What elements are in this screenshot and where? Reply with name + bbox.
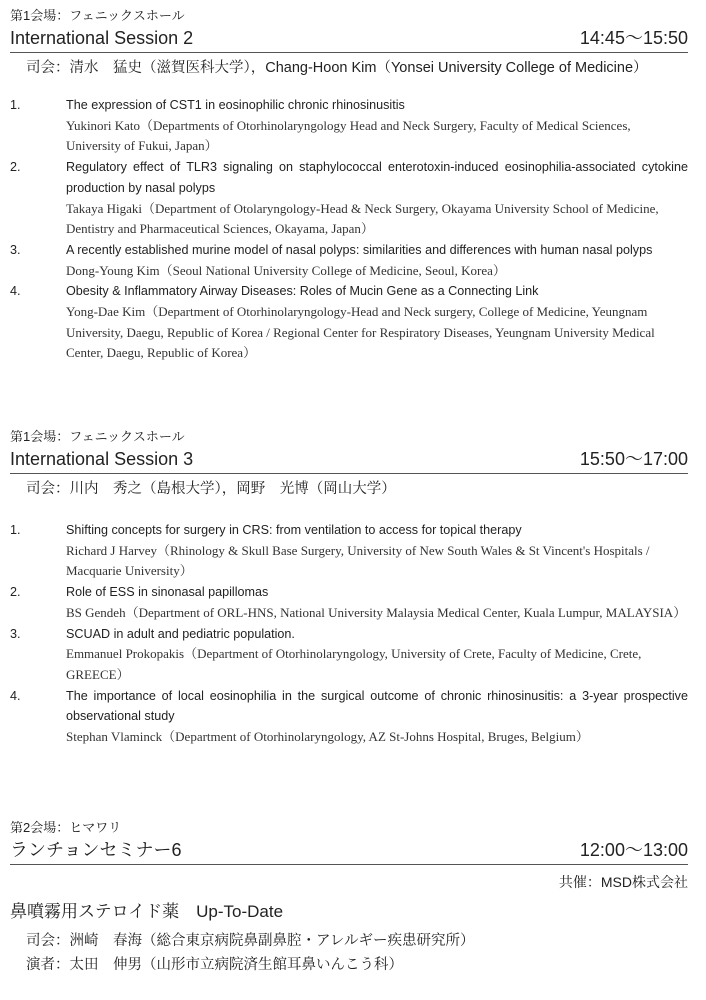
presentation-list (10, 520, 688, 748)
venue-label: 第1会場：フェニックスホール (10, 8, 185, 23)
presenter-affiliation: BS Gendeh（Department of ORL-HNS, National University Malaysia Medical Center, Kuala Lumpur, MALAYSIA） (66, 604, 687, 620)
session-header (10, 447, 688, 474)
item-number: 2. (10, 585, 21, 600)
presentation-list (10, 95, 688, 364)
session-time: 14:45〜15:50 (579, 28, 688, 48)
seminar-time: 12:00〜13:00 (579, 840, 688, 860)
presentation-item (10, 95, 688, 157)
presenter-affiliation: Yong-Dae Kim（Department of Otorhinolaryngology-Head and Neck surgery, College of Medicine, Yeungnam University, Daegu, Republic of Korea / Regional Center for Respiratory Diseases, Yeungnam University Medical Center, Daegu, Republic of Korea） (66, 304, 655, 361)
item-number: 4. (10, 284, 21, 299)
presentation-item (10, 582, 688, 623)
session-title: International Session 3 (10, 449, 194, 469)
presentation-item (10, 157, 688, 240)
item-number: 1. (10, 523, 21, 537)
seminar-chair: 司会：洲崎 春海（総合東京病院鼻副鼻腔・アレルギー疾患研究所） (26, 933, 475, 949)
session-time: 15:50〜17:00 (579, 449, 688, 469)
presenter-affiliation: Dong-Young Kim（Seoul National University College of Medicine, Seoul, Korea） (66, 262, 506, 278)
presenter-affiliation: Stephan Vlaminck（Department of Otorhinolaryngology, AZ St-Johns Hospital, Bruges, Belgium） (66, 729, 589, 745)
presentation-title: Role of ESS in sinonasal papillomas (66, 585, 269, 600)
seminar-topic: 鼻噴霧用ステロイド薬 Up-To-Date (10, 902, 284, 921)
presentation-title: A recently established murine model of nasal polyps: similarities and differences with human nasal polyps (66, 242, 653, 257)
presentation-title: The importance of local eosinophilia in the surgical outcome of chronic rhinosinusitis: a 3-year prospective observational study (66, 688, 688, 724)
presenter-affiliation: Richard J Harvey（Rhinology & Skull Base Surgery, University of New South Wales & St Vincent's Hospitals / Macquarie University） (66, 542, 650, 579)
session-title: International Session 2 (10, 28, 194, 48)
presentation-item (10, 624, 688, 686)
presentation-item (10, 520, 688, 582)
presenter-affiliation: Takaya Higaki（Department of Otolaryngology-Head & Neck Surgery, Okayama University School of Medicine, Dentistry and Pharmaceutical Sciences, Okayama, Japan） (66, 200, 659, 237)
item-number: 4. (10, 688, 21, 703)
venue-label: 第1会場：フェニックスホール (10, 429, 185, 444)
presentation-title: Shifting concepts for surgery in CRS: from ventilation to access for topical therapy (66, 523, 522, 537)
session-chair: 司会：清水 猛史（滋賀医科大学），Chang-Hoon Kim（Yonsei University College of Medicine） (26, 60, 648, 76)
session-header (10, 26, 688, 53)
presentation-title: The expression of CST1 in eosinophilic chronic rhinosinusitis (66, 98, 405, 112)
presentation-title: SCUAD in adult and pediatric population. (66, 626, 295, 641)
presentation-item (10, 686, 688, 748)
presentation-item (10, 240, 688, 281)
seminar-speaker: 演者：太田 伸男（山形市立病院済生館耳鼻いんこう科） (26, 957, 403, 973)
presentation-title: Regulatory effect of TLR3 signaling on staphylococcal enterotoxin-induced eosinophilia-associated cytokine production by nasal polyps (66, 160, 688, 195)
seminar-title: ランチョンセミナー6 (10, 840, 182, 860)
seminar-sponsor: 共催：MSD株式会社 (558, 874, 688, 890)
luncheon-seminar (10, 818, 688, 977)
session-international-2 (10, 6, 688, 364)
item-number: 1. (10, 98, 21, 112)
item-number: 2. (10, 160, 21, 175)
presenter-affiliation: Yukinori Kato（Departments of Otorhinolaryngology Head and Neck Surgery, Faculty of Medical Sciences, University of Fukui, Japan） (66, 117, 631, 154)
presentation-item (10, 281, 688, 364)
session-international-3 (10, 427, 688, 748)
presenter-affiliation: Emmanuel Prokopakis（Department of Otorhinolaryngology, University of Crete, Faculty of Medicine, Crete, GREECE） (66, 646, 642, 682)
item-number: 3. (10, 242, 21, 257)
presentation-title: Obesity & Inflammatory Airway Diseases: Roles of Mucin Gene as a Connecting Link (66, 284, 539, 299)
item-number: 3. (10, 626, 21, 641)
venue-label: 第2会場：ヒマワリ (10, 820, 122, 835)
seminar-header (10, 838, 688, 865)
session-chair: 司会：川内 秀之（島根大学），岡野 光博（岡山大学） (26, 481, 396, 497)
